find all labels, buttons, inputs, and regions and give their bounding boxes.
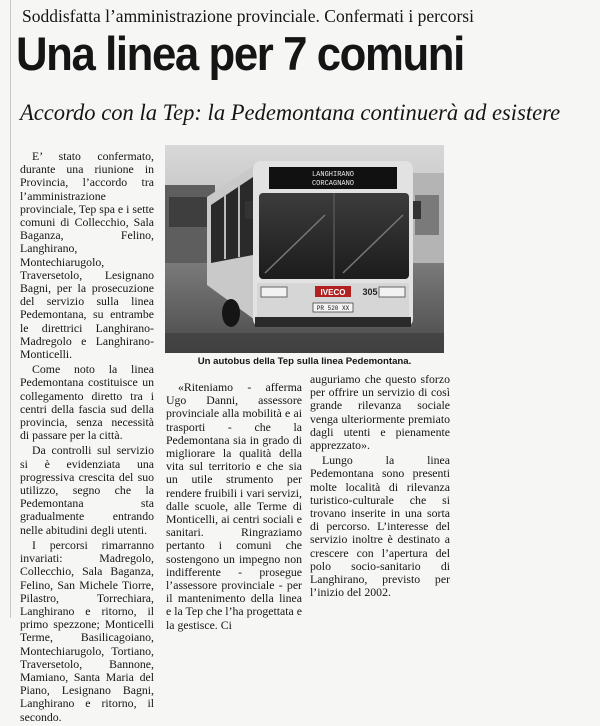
bus-destination-sign-2: CORCAGNANO xyxy=(311,180,355,188)
bus-photo xyxy=(165,145,444,353)
photo-caption: Un autobus della Tep sulla linea Pedemontana. xyxy=(197,356,412,367)
text-column-3 xyxy=(310,373,450,601)
paragraph: E’ stato confermato, durante una riunione in Provincia, l’accordo tra l’amministrazione provinciale, Tep spa e i sette comuni di Collecchio, Sala Baganza, Felino, Langhirano, Montechiarugolo, Traversetolo, Lesignano Bagni, per la prosecuzione del servizio sulla linea Pedemontana, su entrambe le direttrici Langhirano-Madregolo e Langhirano-Monticelli. xyxy=(20,149,154,362)
paragraph: Lungo la linea Pedemontana sono presenti molte località di rilevanza turistico-culturale che si trovano inserite in una sorta di percorso. L’interesse del servizio inoltre è destinato a crescere con l’apertura del polo socio-sanitario di Langhirano, previsto per l’inizio del 2002. xyxy=(310,453,450,600)
page-edge-line xyxy=(10,0,11,618)
bus-plate: PR 520 XX xyxy=(316,305,350,312)
paragraph: auguriamo che questo sforzo per offrire un servizio di così grande rilevanza sociale venga ulteriormente premiato dagli utenti e pienamente apprezzato». xyxy=(310,372,450,453)
bus-destination-sign-1: LANGHIRANO xyxy=(311,171,355,179)
article-headline: Una linea per 7 comuni xyxy=(16,27,464,80)
bus-badge: IVECO xyxy=(320,288,346,297)
article-subhead: Accordo con la Tep: la Pedemontana continuerà ad esistere xyxy=(20,100,561,126)
article-kicker: Soddisfatta l’amministrazione provinciale. Confermati i percorsi xyxy=(22,6,474,26)
paragraph: Da controlli sul servizio si è evidenziata una progressiva crescita del suo utilizzo, segno che la Pedemontana sta gradualmente entrando nelle abitudini degli utenti. xyxy=(20,443,154,537)
text-column-1 xyxy=(20,150,154,726)
text-column-2 xyxy=(166,381,302,634)
paragraph: Come noto la linea Pedemontana costituisce un collegamento diretto tra i centri della fascia sud della provincia, senza necessità di passare per la città. xyxy=(20,362,154,443)
bus-number: 305 xyxy=(362,287,378,297)
paragraph: «Riteniamo - afferma Ugo Danni, assessore provinciale alla mobilità e ai trasporti - che la Pedemontana sia in grado di migliorare la qualità della vita sul territorio e che sia un utile strumento per rendere fruibili i vari servizi, dalle scuole, alle Terme di Monticelli, ai centri sociali e sanitari. Ringraziamo pertanto i comuni che sostengono un impegno non indifferente - prosegue l’assessore provinciale - per il mantenimento della linea e la Tep che l’ha progettata e la gestisce. Ci xyxy=(166,380,302,632)
paragraph: I percorsi rimarranno invariati: Madregolo, Collecchio, Sala Baganza, Felino, San Michele Tiorre, Pilastro, Torrechiara, Langhirano e ritorno, il primo spezzone; Monticelli Terme, Basilicagoiano, Montechiarugolo, Tortiano, Traversetolo, Bannone, Mamiano, Santa Maria del Piano, Lesignano Bagni, Langhirano e ritorno, il secondo. xyxy=(20,537,154,724)
